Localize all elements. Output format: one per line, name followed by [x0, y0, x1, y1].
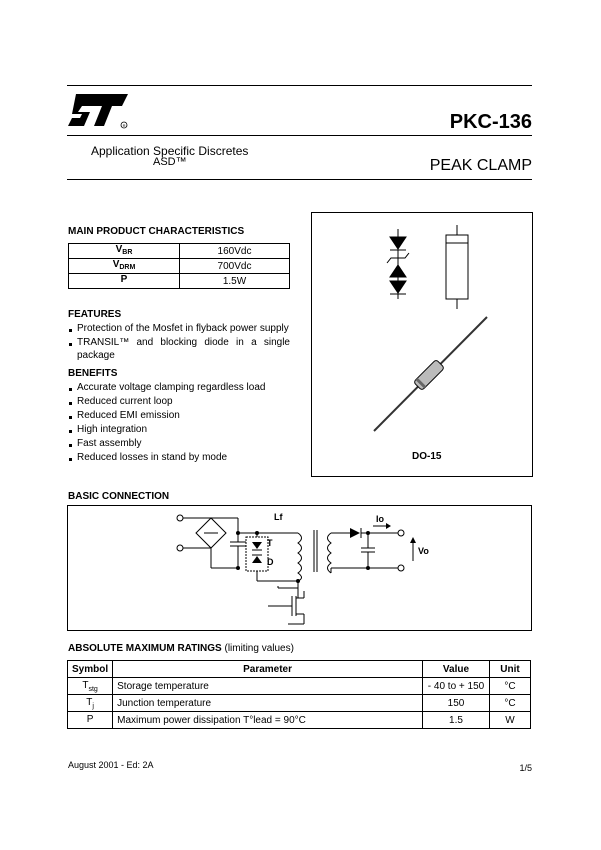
package-outline	[446, 225, 468, 309]
symbol-cell: P	[69, 274, 180, 289]
parameter-cell: Maximum power dissipation T°lead = 90°C	[113, 712, 423, 729]
table-row	[69, 244, 290, 259]
unit-cell: °C	[490, 695, 531, 712]
list-item: Protection of the Mosfet in flyback power supply	[68, 322, 290, 335]
symbol-cell: $V_{BR}$	[69, 244, 180, 259]
st-logo	[68, 92, 130, 130]
value-cell: 1.5	[423, 712, 490, 729]
unit-cell: W	[490, 712, 531, 729]
list-item: Reduced EMI emission	[68, 409, 298, 422]
list-item: TRANSIL™ and blocking diode in a single package	[68, 336, 290, 362]
table-row	[68, 695, 531, 712]
symbol-cell: $T_{stg}$	[68, 678, 113, 695]
features-heading: FEATURES	[68, 309, 122, 320]
list-item: Reduced current loop	[68, 395, 298, 408]
axial-component-image	[374, 317, 487, 431]
ratings-heading-note: (limiting values)	[224, 643, 294, 654]
label-t: T	[267, 538, 273, 548]
table-row	[68, 678, 531, 695]
header-rule	[67, 135, 532, 136]
subtitle-line1: Application Specific Discretes	[91, 144, 249, 158]
list-item: Reduced losses in stand by mode	[68, 451, 298, 464]
label-vo: Vo	[418, 546, 429, 556]
benefits-list	[68, 381, 298, 465]
basic-connection-box	[67, 505, 532, 631]
ratings-table	[67, 660, 531, 729]
symbol-cell: $V_{DRM}$	[69, 259, 180, 274]
column-header: Unit	[490, 661, 531, 678]
subtitle-line2: ASD™	[153, 156, 187, 168]
title-rule	[67, 179, 532, 180]
footer-date: August 2001 - Ed: 2A	[68, 760, 154, 770]
package-label: DO-15	[412, 451, 442, 462]
features-list	[68, 322, 290, 363]
table-row	[68, 712, 531, 729]
value-cell: 1.5W	[180, 274, 290, 289]
ratings-heading: ABSOLUTE MAXIMUM RATINGS	[68, 643, 222, 654]
column-header: Symbol	[68, 661, 113, 678]
value-cell: 700Vdc	[180, 259, 290, 274]
column-header: Value	[423, 661, 490, 678]
list-item: Fast assembly	[68, 437, 298, 450]
benefits-heading: BENEFITS	[68, 368, 118, 379]
value-cell: - 40 to + 150	[423, 678, 490, 695]
value-cell: 160Vdc	[180, 244, 290, 259]
symbol-cell: $T_j$	[68, 695, 113, 712]
value-cell: 150	[423, 695, 490, 712]
parameter-cell: Junction temperature	[113, 695, 423, 712]
ratings-heading-line	[68, 643, 294, 654]
table-header-row	[68, 661, 531, 678]
part-number: PKC-136	[449, 111, 532, 133]
top-rule	[67, 85, 532, 86]
circuit-diagram	[68, 506, 531, 630]
product-title: PEAK CLAMP	[429, 157, 532, 174]
label-io: Io	[376, 514, 384, 524]
table-row	[69, 259, 290, 274]
symbol-cell: P	[68, 712, 113, 729]
footer-page: 1/5	[519, 763, 532, 773]
label-lf: Lf	[274, 512, 283, 522]
table-row	[69, 274, 290, 289]
package-drawing	[312, 213, 532, 476]
package-box	[311, 212, 533, 477]
column-header: Parameter	[113, 661, 423, 678]
list-item: Accurate voltage clamping regardless load	[68, 381, 298, 394]
device-symbol	[387, 229, 409, 299]
label-d: D	[267, 557, 274, 567]
svg-text:R: R	[122, 123, 126, 128]
parameter-cell: Storage temperature	[113, 678, 423, 695]
characteristics-table	[68, 243, 290, 289]
main-characteristics-heading: MAIN PRODUCT CHARACTERISTICS	[68, 226, 245, 237]
list-item: High integration	[68, 423, 298, 436]
unit-cell: °C	[490, 678, 531, 695]
basic-connection-heading: BASIC CONNECTION	[68, 491, 170, 502]
